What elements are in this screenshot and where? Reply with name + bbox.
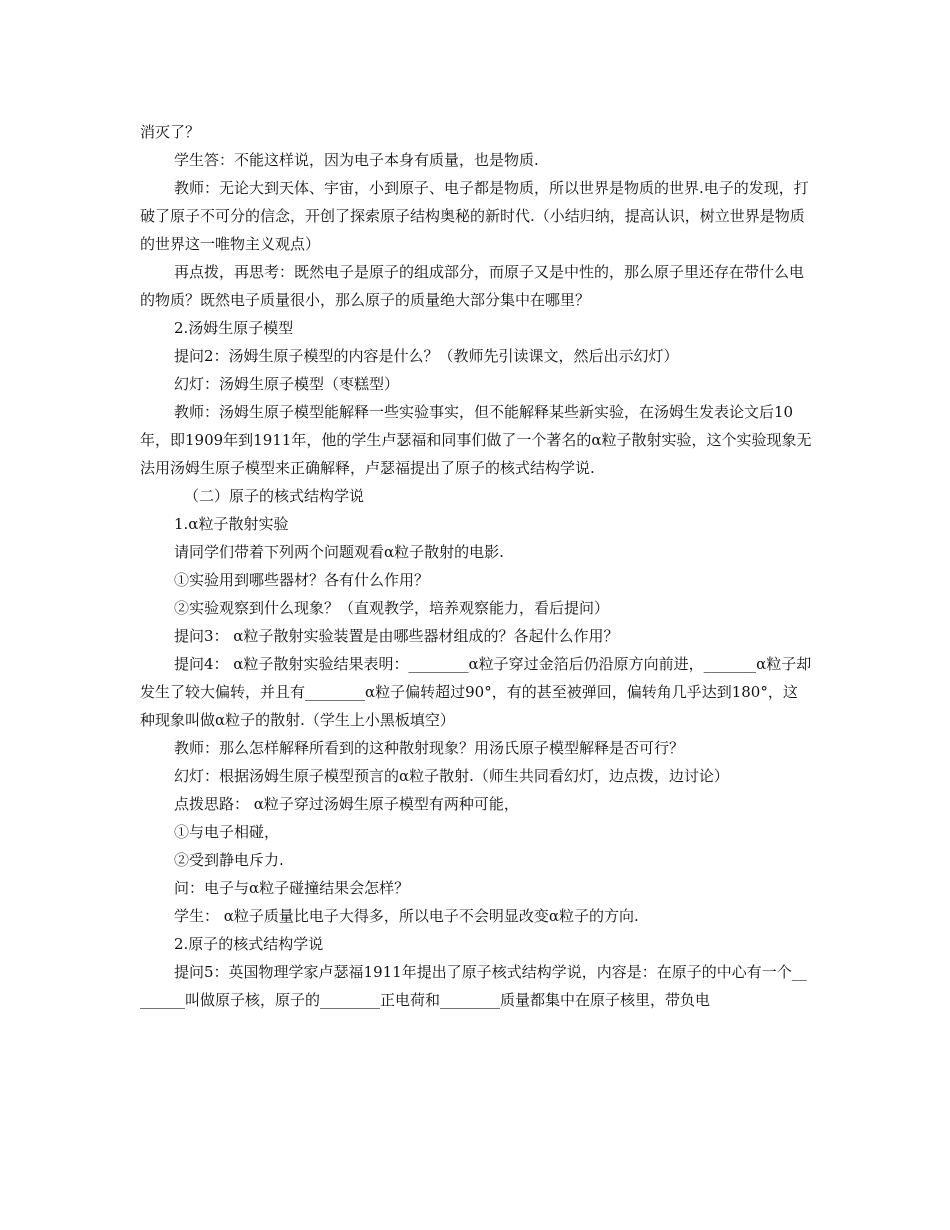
section-heading: （二）原子的核式结构学说 [184, 487, 365, 505]
paragraph: 消灭了？ [140, 123, 201, 141]
paragraph: 点拨思路： α粒子穿过汤姆生原子模型有两种可能， [174, 795, 519, 813]
section-heading: 2.原子的核式结构学说 [174, 935, 324, 953]
paragraph: 提问5：英国物理学家卢瑟福1911年提出了原子核式结构学说，内容是：在原子的中心有一个________叫做原子核，原子的________正电荷和________质量都集中在原子核里，带负电 [140, 963, 807, 1009]
paragraph: 教师：无论大到天体、宇宙，小到原子、电子都是物质，所以世界是物质的世界.电子的发现，打破了原子不可分的信念，开创了探索原子结构奥秘的新时代.（小结归纳，提高认识，树立世界是物质的世界这一唯物主义观点） [140, 179, 809, 253]
paragraph: 教师：那么怎样解释所看到的这种散射现象？用汤氏原子模型解释是否可行？ [174, 739, 685, 757]
paragraph: 问：电子与α粒子碰撞结果会怎样？ [174, 879, 410, 897]
list-item: ①与电子相碰， [174, 823, 280, 841]
paragraph: 教师：汤姆生原子模型能解释一些实验事实，但不能解释某些新实验，在汤姆生发表论文后10年，即1909年到1911年，他的学生卢瑟福和同事们做了一个著名的α粒子散射实验，这个实验现象无法用汤姆生原子模型来正确解释，卢瑟福提出了原子的核式结构学说. [140, 403, 812, 477]
paragraph: 幻灯：汤姆生原子模型（枣糕型） [174, 375, 400, 393]
paragraph: 提问3： α粒子散射实验装置是由哪些器材组成的？各起什么作用？ [174, 627, 619, 645]
paragraph: 提问4： α粒子散射实验结果表明：________α粒子穿过金箔后仍沿原方向前进，_______α粒子却发生了较大偏转，并且有________α粒子偏转超过90°，有的甚至被弹回，偏转角几乎达到180°，这种现象叫做α粒子的散射.（学生上小黑板填空） [140, 655, 812, 729]
list-item: ②受到静电斥力. [174, 851, 284, 869]
list-item: ①实验用到哪些器材？各有什么作用？ [174, 571, 430, 589]
paragraph: 提问2：汤姆生原子模型的内容是什么？（教师先引读课文，然后出示幻灯） [174, 347, 679, 365]
paragraph: 学生： α粒子质量比电子大得多，所以电子不会明显改变α粒子的方向. [174, 907, 639, 925]
paragraph: 幻灯：根据汤姆生原子模型预言的α粒子散射.（师生共同看幻灯，边点拨，边讨论） [174, 767, 729, 785]
list-item: ②实验观察到什么现象？（直观教学，培养观察能力，看后提问） [174, 599, 610, 617]
section-heading: 2.汤姆生原子模型 [174, 319, 294, 337]
paragraph: 学生答：不能这样说，因为电子本身有质量，也是物质. [174, 151, 539, 169]
document-body [140, 118, 812, 1014]
paragraph: 请同学们带着下列两个问题观看α粒子散射的电影. [174, 543, 504, 561]
section-heading: 1.α粒子散射实验 [174, 515, 289, 533]
paragraph: 再点拨，再思考：既然电子是原子的组成部分，而原子又是中性的，那么原子里还存在带什么电的物质？既然电子质量很小，那么原子的质量绝大部分集中在哪里？ [140, 263, 805, 309]
